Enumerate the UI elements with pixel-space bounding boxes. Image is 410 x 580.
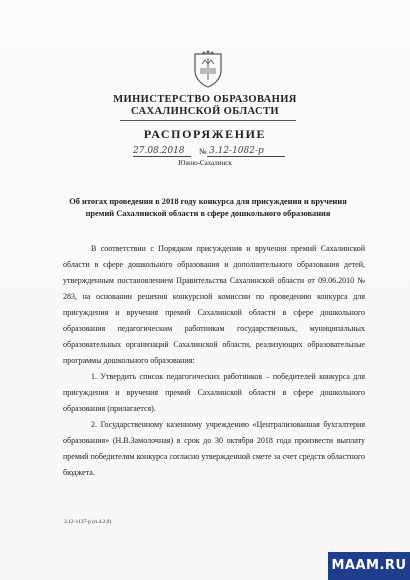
watermark-logo: MAAM.RU (328, 552, 410, 580)
city: Южно-Сахалинск (178, 159, 232, 167)
ministry-line-2: САХАЛИНСКОЙ ОБЛАСТИ (131, 106, 279, 117)
document-subject: Об итогах проведения в 2018 году конкурса для присуждения и вручения премий Сахалинской области в сфере дошкольного образования (69, 197, 347, 218)
footer-code: 3.12-1137-р (п.4.2.0) (64, 519, 112, 525)
document-type: РАСПОРЯЖЕНИЕ (143, 127, 267, 141)
document-date: 27.08.2018 (133, 146, 185, 156)
preamble-paragraph: В соответствии с Порядком присуждения и вручения премий Сахалинской области в сфере дошкольного образования и дополнительного образования детей, утвержденным постановлением Правительства Сахалинской области от 09.06.2010 № 283, на основании решения конкурсной комиссии по проведению конкурса для присуждения и вручения премий Сахалинской области в сфере дошкольного образования педагогическим работникам государственных, муниципальных образовательных организаций Сахалинской области, реализующих образовательные программы дошкольного образования: (63, 244, 365, 365)
header-divider (120, 120, 296, 121)
number-sign: № (199, 147, 207, 156)
item-2-paragraph: 2. Государственному казенному учреждению «Централизованная бухгалтерия образования» (Н.В.Замолочная) в срок до 30 октября 2018 года произвести выплату премий победителям конкурса согласно утвержденной смете за счет средств областного бюджета. (63, 420, 365, 477)
ministry-name (0, 94, 410, 118)
document-body (63, 241, 365, 481)
date-underline (133, 156, 191, 157)
ministry-line-1: МИНИСТЕРСТВО ОБРАЗОВАНИЯ (113, 94, 297, 105)
coat-of-arms-icon (191, 50, 225, 88)
item-1-paragraph: 1. Утвердить список педагогических работников – победителей конкурса для присуждения и вручения премий Сахалинской области в сфере дошкольного образования (прилагается). (63, 372, 365, 413)
number-underline (207, 156, 285, 157)
document-number: 3.12-1082-р (209, 146, 264, 156)
date-number-line (133, 146, 293, 158)
